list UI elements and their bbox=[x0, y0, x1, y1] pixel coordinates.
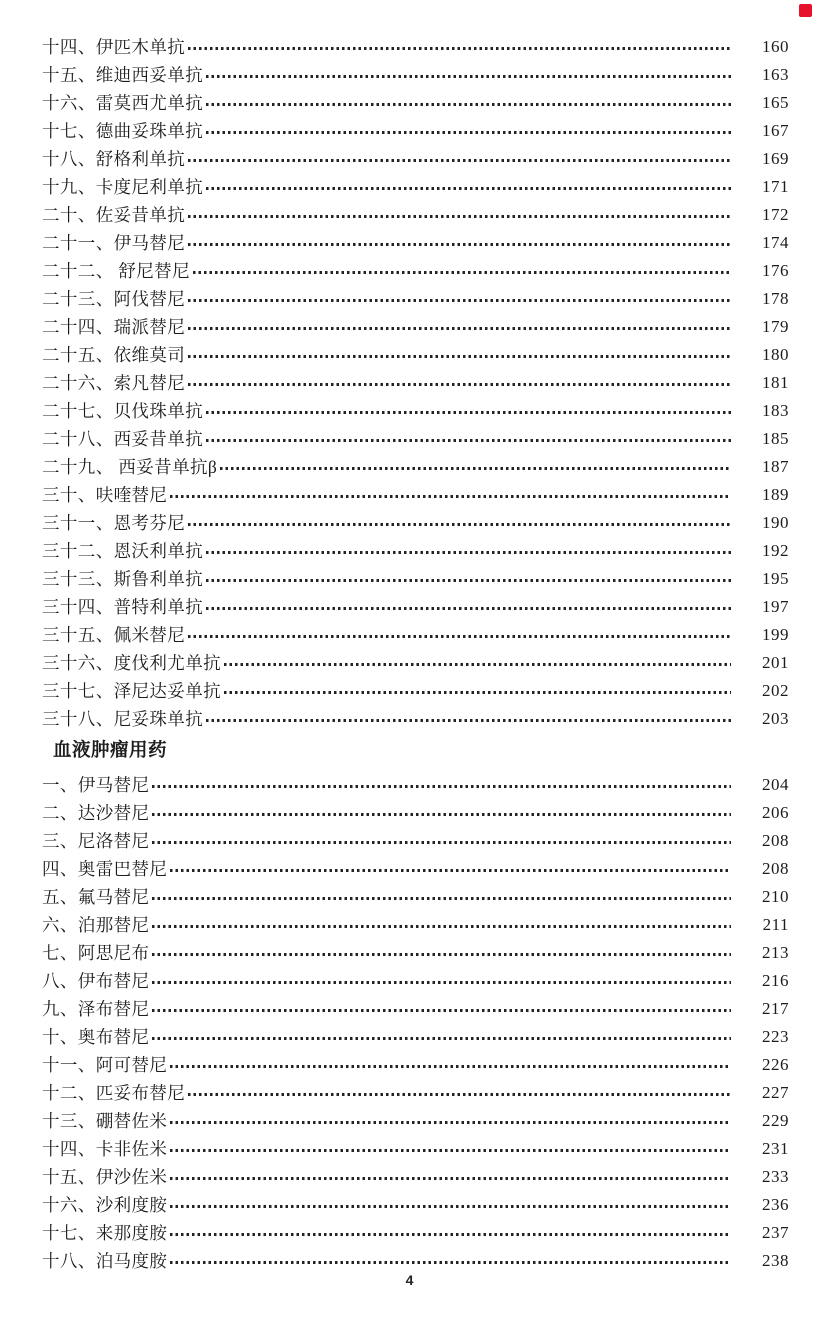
toc-entry[interactable] bbox=[42, 341, 789, 369]
dot-leader bbox=[170, 495, 731, 497]
toc-entry[interactable] bbox=[42, 827, 789, 855]
toc-entry-page-number: 213 bbox=[762, 943, 789, 962]
toc-entry-label: 三十三、斯鲁利单抗 bbox=[42, 569, 204, 589]
dot-leader bbox=[188, 523, 731, 525]
toc-entry-page-number: 226 bbox=[762, 1055, 789, 1074]
toc-entry-label: 十九、卡度尼利单抗 bbox=[42, 177, 204, 197]
toc-entry-page-number: 163 bbox=[762, 65, 789, 84]
toc-entry-page-number: 187 bbox=[762, 457, 789, 476]
dot-leader bbox=[170, 1065, 731, 1067]
toc-entry-label: 三十、呋喹替尼 bbox=[42, 485, 168, 505]
toc-entry[interactable] bbox=[42, 313, 789, 341]
toc-list-solid-tumor-continued bbox=[42, 33, 789, 733]
dot-leader bbox=[152, 813, 731, 815]
toc-entry[interactable] bbox=[42, 995, 789, 1023]
toc-entry-label: 二十四、瑞派替尼 bbox=[42, 317, 186, 337]
toc-entry-label: 十二、匹妥布替尼 bbox=[42, 1083, 186, 1103]
toc-entry-label: 二十六、索凡替尼 bbox=[42, 373, 186, 393]
toc-entry-label: 三十六、度伐利尤单抗 bbox=[42, 653, 221, 673]
toc-entry-page-number: 171 bbox=[762, 177, 789, 196]
dot-leader bbox=[188, 215, 731, 217]
dot-leader bbox=[170, 1261, 731, 1263]
dot-leader bbox=[224, 691, 731, 693]
toc-entry-label: 二十、佐妥昔单抗 bbox=[42, 205, 186, 225]
dot-leader bbox=[188, 243, 731, 245]
toc-entry[interactable] bbox=[42, 173, 789, 201]
toc-entry[interactable] bbox=[42, 537, 789, 565]
toc-entry[interactable] bbox=[42, 939, 789, 967]
toc-entry[interactable] bbox=[42, 481, 789, 509]
dot-leader bbox=[206, 103, 731, 105]
dot-leader bbox=[152, 1037, 731, 1039]
toc-entry-page-number: 195 bbox=[762, 569, 789, 588]
toc-entry[interactable] bbox=[42, 565, 789, 593]
toc-entry[interactable] bbox=[42, 61, 789, 89]
toc-entry-page-number: 211 bbox=[762, 915, 789, 934]
toc-entry-label: 八、伊布替尼 bbox=[42, 971, 150, 991]
dot-leader bbox=[152, 897, 731, 899]
dot-leader bbox=[170, 1233, 731, 1235]
toc-entry-page-number: 216 bbox=[762, 971, 789, 990]
toc-entry-label: 六、泊那替尼 bbox=[42, 915, 150, 935]
page-number-footer: 4 bbox=[405, 1272, 414, 1288]
toc-entry-label: 十六、雷莫西尤单抗 bbox=[42, 93, 204, 113]
toc-entry-label: 三十二、恩沃利单抗 bbox=[42, 541, 204, 561]
dot-leader bbox=[170, 1177, 731, 1179]
toc-entry-page-number: 217 bbox=[762, 999, 789, 1018]
toc-entry-label: 十一、阿可替尼 bbox=[42, 1055, 168, 1075]
toc-entry-label: 五、氟马替尼 bbox=[42, 887, 150, 907]
toc-entry-label: 十三、硼替佐米 bbox=[42, 1111, 168, 1131]
toc-entry-label: 十五、维迪西妥单抗 bbox=[42, 65, 204, 85]
dot-leader bbox=[206, 719, 731, 721]
dot-leader bbox=[152, 841, 731, 843]
toc-entry[interactable] bbox=[42, 145, 789, 173]
toc-entry[interactable] bbox=[42, 649, 789, 677]
dot-leader bbox=[188, 327, 731, 329]
toc-entry[interactable] bbox=[42, 201, 789, 229]
toc-entry-page-number: 206 bbox=[762, 803, 789, 822]
section-header-hematologic-tumor-drugs: 血液肿瘤用药 bbox=[53, 741, 168, 761]
toc-entry[interactable] bbox=[42, 397, 789, 425]
toc-entry[interactable] bbox=[42, 705, 789, 733]
toc-entry-label: 二十九、 西妥昔单抗β bbox=[42, 457, 218, 477]
dot-leader bbox=[170, 1205, 731, 1207]
toc-entry[interactable] bbox=[42, 1191, 789, 1219]
toc-entry[interactable] bbox=[42, 285, 789, 313]
toc-entry-page-number: 185 bbox=[762, 429, 789, 448]
toc-entry-label: 十六、沙利度胺 bbox=[42, 1195, 168, 1215]
toc-entry-page-number: 208 bbox=[762, 831, 789, 850]
toc-entry-page-number: 199 bbox=[762, 625, 789, 644]
toc-entry[interactable] bbox=[42, 453, 789, 481]
toc-entry-page-number: 183 bbox=[762, 401, 789, 420]
toc-entry[interactable] bbox=[42, 117, 789, 145]
toc-entry-page-number: 223 bbox=[762, 1027, 789, 1046]
toc-entry-label: 二十五、依维莫司 bbox=[42, 345, 186, 365]
dot-leader bbox=[206, 607, 731, 609]
toc-entry-label: 十四、卡非佐米 bbox=[42, 1139, 168, 1159]
toc-entry-page-number: 178 bbox=[762, 289, 789, 308]
toc-entry-label: 三十一、恩考芬尼 bbox=[42, 513, 186, 533]
toc-entry[interactable] bbox=[42, 593, 789, 621]
toc-entry-page-number: 202 bbox=[762, 681, 789, 700]
toc-entry-label: 三十八、尼妥珠单抗 bbox=[42, 709, 204, 729]
toc-entry-label: 二十一、伊马替尼 bbox=[42, 233, 186, 253]
toc-entry[interactable] bbox=[42, 509, 789, 537]
toc-entry[interactable] bbox=[42, 771, 789, 799]
toc-entry[interactable] bbox=[42, 799, 789, 827]
toc-entry-label: 九、泽布替尼 bbox=[42, 999, 150, 1019]
toc-entry-label: 十八、泊马度胺 bbox=[42, 1251, 168, 1271]
dot-leader bbox=[152, 925, 731, 927]
toc-entry-page-number: 197 bbox=[762, 597, 789, 616]
toc-entry-page-number: 174 bbox=[762, 233, 789, 252]
dot-leader bbox=[170, 1149, 731, 1151]
dot-leader bbox=[152, 785, 731, 787]
toc-entry-page-number: 208 bbox=[762, 859, 789, 878]
toc-entry[interactable] bbox=[42, 967, 789, 995]
toc-entry-label: 三、尼洛替尼 bbox=[42, 831, 150, 851]
toc-list-hematologic-tumor bbox=[42, 771, 789, 1275]
toc-entry[interactable] bbox=[42, 369, 789, 397]
toc-entry-page-number: 179 bbox=[762, 317, 789, 336]
toc-entry-label: 十七、来那度胺 bbox=[42, 1223, 168, 1243]
dot-leader bbox=[152, 953, 731, 955]
toc-entry-label: 二十三、阿伐替尼 bbox=[42, 289, 186, 309]
toc-entry-page-number: 204 bbox=[762, 775, 789, 794]
toc-entry-label: 十四、伊匹木单抗 bbox=[42, 37, 186, 57]
toc-entry[interactable] bbox=[42, 677, 789, 705]
toc-entry-label: 二十八、西妥昔单抗 bbox=[42, 429, 204, 449]
toc-entry-page-number: 160 bbox=[762, 37, 789, 56]
toc-entry-label: 十八、舒格利单抗 bbox=[42, 149, 186, 169]
dot-leader bbox=[188, 47, 731, 49]
toc-entry-page-number: 169 bbox=[762, 149, 789, 168]
toc-entry[interactable] bbox=[42, 425, 789, 453]
dot-leader bbox=[152, 1009, 731, 1011]
toc-entry-label: 三十五、佩米替尼 bbox=[42, 625, 186, 645]
toc-entry[interactable] bbox=[42, 1135, 789, 1163]
toc-entry[interactable] bbox=[42, 1079, 789, 1107]
dot-leader bbox=[206, 551, 731, 553]
toc-entry-page-number: 233 bbox=[762, 1167, 789, 1186]
toc-entry[interactable] bbox=[42, 257, 789, 285]
toc-entry[interactable] bbox=[42, 911, 789, 939]
toc-entry[interactable] bbox=[42, 229, 789, 257]
toc-entry[interactable] bbox=[42, 1219, 789, 1247]
dot-leader bbox=[220, 467, 731, 469]
toc-entry[interactable] bbox=[42, 33, 789, 61]
toc-entry-page-number: 210 bbox=[762, 887, 789, 906]
dot-leader bbox=[206, 187, 731, 189]
toc-entry[interactable] bbox=[42, 89, 789, 117]
toc-entry-page-number: 201 bbox=[762, 653, 789, 672]
toc-entry-page-number: 231 bbox=[762, 1139, 789, 1158]
toc-entry-page-number: 172 bbox=[762, 205, 789, 224]
toc-entry-page-number: 180 bbox=[762, 345, 789, 364]
toc-entry-page-number: 192 bbox=[762, 541, 789, 560]
toc-entry-label: 二十二、 舒尼替尼 bbox=[42, 261, 190, 281]
toc-entry-page-number: 181 bbox=[762, 373, 789, 392]
toc-entry-page-number: 227 bbox=[762, 1083, 789, 1102]
toc-entry-label: 十七、德曲妥珠单抗 bbox=[42, 121, 204, 141]
dot-leader bbox=[206, 411, 731, 413]
dot-leader bbox=[206, 75, 731, 77]
toc-entry-label: 一、伊马替尼 bbox=[42, 775, 150, 795]
toc-entry-page-number: 165 bbox=[762, 93, 789, 112]
dot-leader bbox=[206, 579, 731, 581]
corner-red-marker-icon bbox=[799, 4, 812, 17]
toc-entry-page-number: 203 bbox=[762, 709, 789, 728]
toc-entry-label: 十五、伊沙佐米 bbox=[42, 1167, 168, 1187]
toc-entry-page-number: 176 bbox=[762, 261, 789, 280]
dot-leader bbox=[188, 299, 731, 301]
dot-leader bbox=[170, 1121, 731, 1123]
toc-entry-page-number: 167 bbox=[762, 121, 789, 140]
dot-leader bbox=[188, 383, 731, 385]
toc-entry-page-number: 236 bbox=[762, 1195, 789, 1214]
toc-entry-label: 二、达沙替尼 bbox=[42, 803, 150, 823]
dot-leader bbox=[188, 635, 731, 637]
dot-leader bbox=[152, 981, 731, 983]
toc-entry-page-number: 190 bbox=[762, 513, 789, 532]
toc-entry-label: 十、奥布替尼 bbox=[42, 1027, 150, 1047]
toc-entry[interactable] bbox=[42, 1107, 789, 1135]
toc-entry-page-number: 237 bbox=[762, 1223, 789, 1242]
dot-leader bbox=[193, 271, 731, 273]
dot-leader bbox=[188, 1093, 731, 1095]
toc-entry[interactable] bbox=[42, 621, 789, 649]
toc-entry-label: 四、奥雷巴替尼 bbox=[42, 859, 168, 879]
toc-entry[interactable] bbox=[42, 1051, 789, 1079]
toc-entry-page-number: 189 bbox=[762, 485, 789, 504]
dot-leader bbox=[206, 439, 731, 441]
dot-leader bbox=[188, 159, 731, 161]
toc-entry-page-number: 238 bbox=[762, 1251, 789, 1270]
dot-leader bbox=[170, 869, 731, 871]
dot-leader bbox=[224, 663, 731, 665]
dot-leader bbox=[188, 355, 731, 357]
dot-leader bbox=[206, 131, 731, 133]
toc-entry[interactable] bbox=[42, 883, 789, 911]
toc-entry-label: 三十七、泽尼达妥单抗 bbox=[42, 681, 221, 701]
toc-entry-label: 二十七、贝伐珠单抗 bbox=[42, 401, 204, 421]
toc-entry[interactable] bbox=[42, 855, 789, 883]
toc-entry[interactable] bbox=[42, 1023, 789, 1051]
toc-entry-label: 七、阿思尼布 bbox=[42, 943, 150, 963]
toc-entry[interactable] bbox=[42, 1163, 789, 1191]
toc-entry-page-number: 229 bbox=[762, 1111, 789, 1130]
toc-entry-label: 三十四、普特利单抗 bbox=[42, 597, 204, 617]
